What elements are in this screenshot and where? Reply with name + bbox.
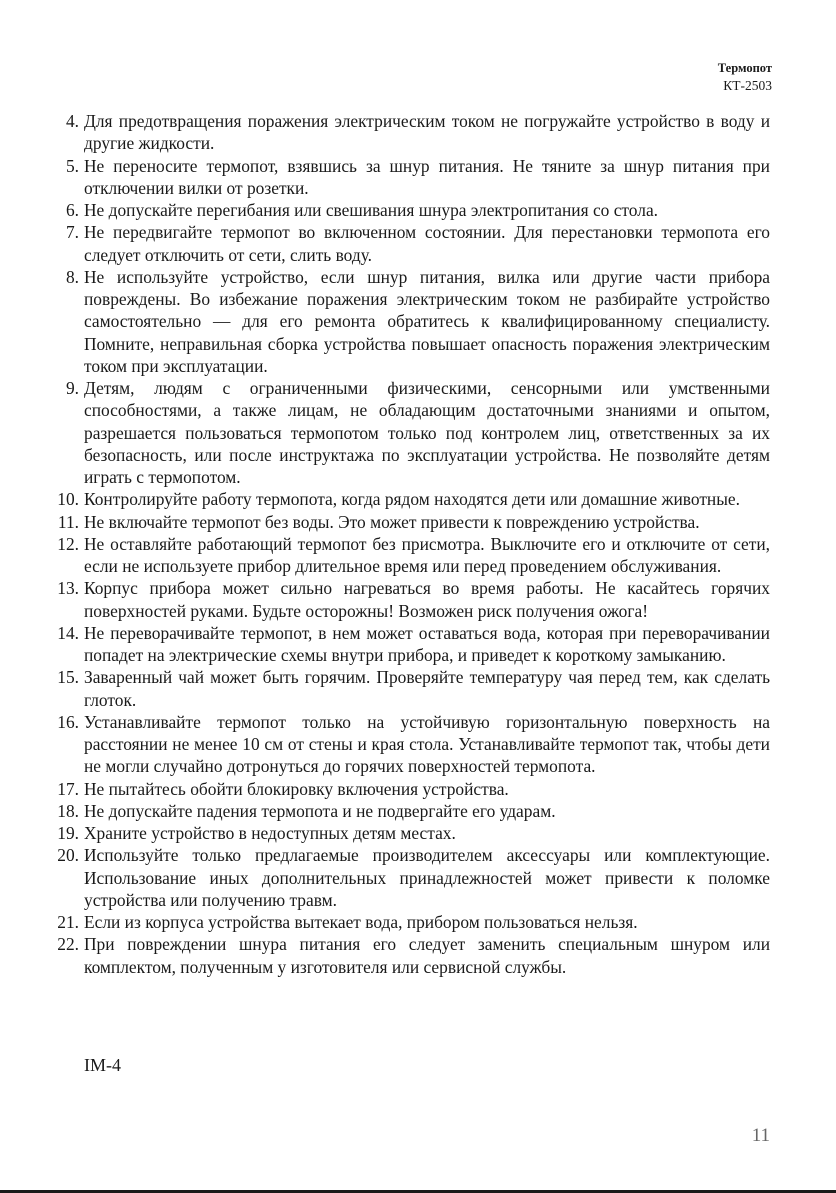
item-number: 18. <box>57 800 79 821</box>
item-number: 13. <box>57 578 79 599</box>
list-item <box>52 844 770 911</box>
list-item <box>52 800 770 822</box>
item-number: 17. <box>57 778 79 799</box>
safety-instructions-list <box>52 110 770 978</box>
product-name: Термопот <box>717 61 772 75</box>
item-number: 16. <box>57 711 79 732</box>
document-code: IM-4 <box>84 1055 121 1075</box>
item-text: Не переворачивайте термопот, в нем может оставаться вода, которая при переворачивании попадет на электрические схемы внутри прибора, и приведет к короткому замыканию. <box>84 622 770 665</box>
list-item <box>52 711 770 778</box>
item-number: 15. <box>57 667 79 688</box>
list-item <box>52 110 770 155</box>
item-number: 4. <box>65 111 79 131</box>
item-number: 22. <box>57 934 79 955</box>
list-item <box>52 488 770 510</box>
page-header <box>718 60 772 94</box>
list-item <box>52 933 770 978</box>
list-item <box>52 822 770 844</box>
list-item <box>52 666 770 711</box>
list-item <box>52 511 770 533</box>
model-number: КТ-2503 <box>723 78 772 93</box>
item-text: Для предотвращения поражения электрическим током не погружайте устройство в воду и другие жидкости. <box>84 111 770 154</box>
item-text: Не переносите термопот, взявшись за шнур питания. Не тяните за шнур питания при отключении вилки от розетки. <box>84 155 770 198</box>
item-text: Если из корпуса устройства вытекает вода, прибором пользоваться нельзя. <box>84 912 638 932</box>
item-text: Не оставляйте работающий термопот без присмотра. Выключите его и отключите от сети, если не используете прибор длительное время или перед проведением обслуживания. <box>84 533 770 576</box>
item-number: 19. <box>57 823 79 843</box>
list-item <box>52 199 770 221</box>
item-number: 20. <box>57 845 79 866</box>
item-number: 6. <box>65 200 79 220</box>
item-number: 8. <box>65 266 79 287</box>
list-item <box>52 266 770 377</box>
list-item <box>52 221 770 266</box>
item-text: Используйте только предлагаемые производителем аксессуары или комплектующие. Использование иных дополнительных принадлежностей может привести к поломке устройства или получению травм. <box>84 845 770 910</box>
item-number: 5. <box>65 155 79 176</box>
item-text: Не передвигайте термопот во включенном состоянии. Для перестановки термопота его следует отключить от сети, слить воду. <box>84 222 770 265</box>
item-text: Устанавливайте термопот только на устойчивую горизонтальную поверхность на расстоянии не менее 10 см от стены и края стола. Устанавливайте термопот так, чтобы дети не могли случайно дотронуться до горячих поверхностей термопота. <box>84 711 770 777</box>
list-item <box>52 533 770 578</box>
item-number: 10. <box>57 489 79 510</box>
item-text: Не допускайте падения термопота и не подвергайте его ударам. <box>84 800 556 821</box>
list-item <box>52 577 770 622</box>
item-number: 11. <box>57 511 79 532</box>
item-number: 9. <box>65 378 79 398</box>
item-text: Не используйте устройство, если шнур питания, вилка или другие части прибора повреждены. Во избежание поражения электрическим током не разбирайте устройство самостоятельно — для его ремонта обратитесь к квалифицированному специалисту. Помните, неправильная сборка устройства повышает опасность поражения электрическим током при эксплуатации. <box>84 266 770 376</box>
list-item <box>52 155 770 200</box>
item-text: Детям, людям с ограниченными физическими, сенсорными или умственными способностями, а также лицам, не обладающим достаточными знаниями и опытом, разрешается пользоваться термопотом только под контролем лиц, ответственных за их безопасность, или после инструктажа по эксплуатации устройства. Не позволяйте детям играть с термопотом. <box>84 378 770 487</box>
item-text: Контролируйте работу термопота, когда рядом находятся дети или домашние животные. <box>84 489 740 510</box>
item-text: Не включайте термопот без воды. Это может привести к повреждению устройства. <box>84 511 700 532</box>
item-number: 7. <box>65 222 79 243</box>
item-number: 14. <box>57 622 79 643</box>
item-text: Не пытайтесь обойти блокировку включения устройства. <box>84 778 509 799</box>
list-item <box>52 911 770 933</box>
item-text: Храните устройство в недоступных детям местах. <box>84 823 456 843</box>
item-text: Не допускайте перегибания или свешивания шнура электропитания со стола. <box>84 200 659 220</box>
item-text: При повреждении шнура питания его следует заменить специальным шнуром или комплектом, полученным у изготовителя или сервисной службы. <box>84 934 770 977</box>
item-number: 21. <box>57 912 79 932</box>
list-item <box>52 622 770 667</box>
list-item <box>52 377 770 488</box>
item-text: Корпус прибора может сильно нагреваться во время работы. Не касайтесь горячих поверхностей руками. Будьте осторожны! Возможен риск получения ожога! <box>84 578 770 621</box>
item-text: Заваренный чай может быть горячим. Проверяйте температуру чая перед тем, как сделать глоток. <box>84 667 770 710</box>
item-number: 12. <box>57 533 79 554</box>
list-item <box>52 778 770 800</box>
page-number: 11 <box>751 1125 770 1146</box>
